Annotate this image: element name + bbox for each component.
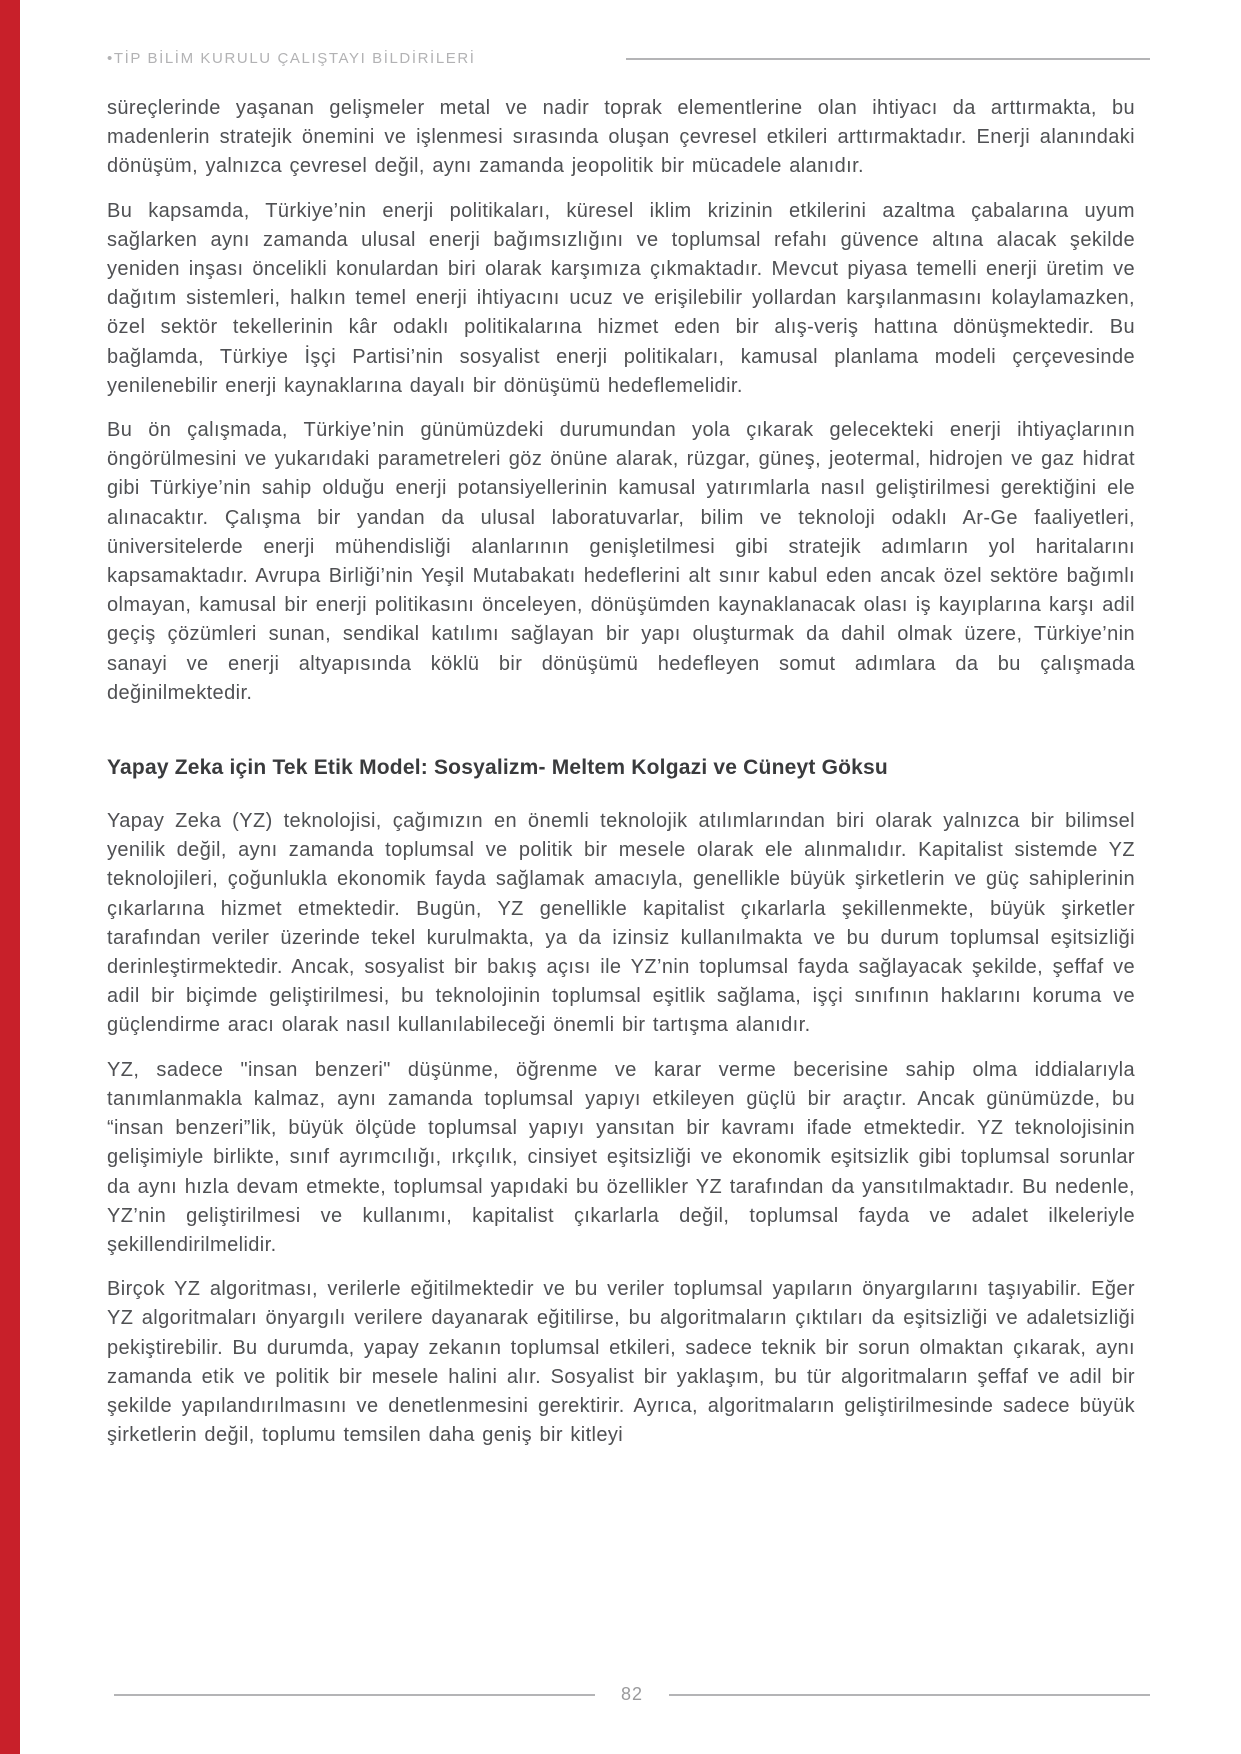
header-rule	[626, 58, 1150, 60]
page-footer	[114, 1684, 1150, 1705]
paragraph: Bu kapsamda, Türkiye’nin enerji politikaları, küresel iklim krizinin etkilerini azaltma çabalarına uyum sağlarken aynı zamanda ulusal enerji bağımsızlığını ve toplumsal refahı güvence altına alacak şekilde yeniden inşası öncelikli konulardan biri olarak karşımıza çıkmaktadır. Mevcut piyasa temelli enerji üretim ve dağıtım sistemleri, halkın temel enerji ihtiyacını ucuz ve erişilebilir yollardan karşılanmasını kolaylamazken, özel sektör tekellerinin kâr odaklı politikalarına hizmet eden bir alış-veriş hattına dönüşmektedir. Bu bağlamda, Türkiye İşçi Partisi’nin sosyalist enerji politikaları, kamusal planlama modeli çerçevesinde yenilenebilir enerji kaynaklarına dayalı bir dönüşümü hedeflemelidir.	[107, 199, 1135, 397]
paragraph: Bu ön çalışmada, Türkiye’nin günümüzdeki durumundan yola çıkarak gelecekteki enerji ihtiyaçlarının öngörülmesini ve yukarıdaki parametreleri göz önüne alarak, rüzgar, güneş, jeotermal, hidrojen ve gaz hidrat gibi Türkiye’nin sahip olduğu enerji potansiyellerinin kamusal yatırımlarla nasıl geliştirilmesi gerektiğini ele alınacaktır. Çalışma bir yandan da ulusal laboratuvarlar, bilim ve teknoloji odaklı Ar-Ge faaliyetleri, üniversitelerde enerji mühendisliği alanlarının genişletilmesi gibi stratejik adımların yol haritalarını kapsamaktadır. Avrupa Birliği’nin Yeşil Mutabakatı hedeflerini alt sınır kabul eden ancak özel sektöre bağımlı olmayan, kamusal bir enerji politikasını önceleyen, dönüşümden kaynaklanacak olası iş kayıplarına karşı adil geçiş çözümleri sunan, sendikal katılımı sağlayan bir yapı oluşturmak da dahil olmak üzere, Türkiye’nin sanayi ve enerji altyapısında köklü bir dönüşümü hedefleyen somut adımlara da bu çalışmada değinilmektedir.	[107, 419, 1135, 704]
paragraph: Yapay Zeka (YZ) teknolojisi, çağımızın en önemli teknolojik atılımlarından biri olarak yalnızca bir bilimsel yenilik değil, aynı zamanda toplumsal ve politik bir mesele olarak ele alınmalıdır. Kapitalist sistemde YZ teknolojileri, çoğunlukla ekonomik fayda sağlamak amacıyla, genellikle büyük şirketlerin ve güç sahiplerinin çıkarlarına hizmet etmektedir. Bugün, YZ genellikle kapitalist çıkarlarla şekillenmekte, büyük şirketler tarafından veriler üzerinde tekel kurulmakta, ya da izinsiz kullanılmakta ve bu durum toplumsal eşitsizliği derinleştirmektedir. Ancak, sosyalist bir bakış açısı ile YZ’nin toplumsal fayda sağlayacak şekilde, şeffaf ve adil bir biçimde geliştirilmesi, bu teknolojinin toplumsal eşitlik sağlama, işçi sınıfının haklarını koruma ve güçlendirme aracı olarak nasıl kullanılabileceği önemli bir tartışma alanıdır.	[107, 810, 1135, 1037]
running-header-title: •TİP BİLİM KURULU ÇALIŞTAYI BİLDİRİLERİ	[107, 50, 476, 67]
page-edge-accent-bar	[0, 0, 20, 1754]
paragraph: Birçok YZ algoritması, verilerle eğitilmektedir ve bu veriler toplumsal yapıların önyargılarını taşıyabilir. Eğer YZ algoritmaları önyargılı verilere dayanarak eğitilirse, bu algoritmaların çıktıları da eşitsizliği ve adaletsizliği pekiştirebilir. Bu durumda, yapay zekanın toplumsal etkileri, sadece teknik bir sorun olmaktan çıkarak, aynı zamanda etik ve politik bir mesele halini alır. Sosyalist bir yaklaşım, bu tür algoritmaların şeffaf ve adil bir şekilde yapılandırılmasını ve denetlenmesini gerektirir. Ayrıca, algoritmaların geliştirilmesinde sadece büyük şirketlerin değil, toplumu temsilen daha geniş bir kitleyi	[107, 1278, 1135, 1447]
footer-rule-right	[669, 1694, 1150, 1696]
section-heading: Yapay Zeka için Tek Etik Model: Sosyalizm- Meltem Kolgazi ve Cüneyt Göksu	[107, 756, 888, 780]
page-body	[107, 94, 1135, 1465]
page-number: 82	[620, 1684, 644, 1704]
paragraph: süreçlerinde yaşanan gelişmeler metal ve nadir toprak elementlerine olan ihtiyacı da arttırmakta, bu madenlerin stratejik önemini ve işlenmesi sırasında oluşan çevresel etkileri arttırmaktadır. Enerji alanındaki dönüşüm, yalnızca çevresel değil, aynı zamanda jeopolitik bir mücadele alanıdır.	[107, 97, 1135, 178]
paragraph: YZ, sadece "insan benzeri" düşünme, öğrenme ve karar verme becerisine sahip olma iddialarıyla tanımlanmakla kalmaz, aynı zamanda toplumsal yapıyı etkileyen güçlü bir araçtır. Ancak günümüzde, bu “insan benzeri”lik, büyük ölçüde toplumsal yapıyı yansıtan bir kavramı ifade etmektedir. YZ teknolojisinin gelişimiyle birlikte, sınıf ayrımcılığı, ırkçılık, cinsiyet eşitsizliği ve ekonomik eşitsizlik gibi toplumsal sorunlar da aynı hızla devam etmekte, toplumsal yapıdaki bu özellikler YZ tarafından da yansıtılmaktadır. Bu nedenle, YZ’nin geliştirilmesi ve kullanımı, kapitalist çıkarlarla değil, toplumsal fayda ve adalet ilkeleriyle şekillendirilmelidir.	[107, 1058, 1135, 1256]
footer-rule-left	[114, 1694, 595, 1696]
running-header	[107, 50, 1150, 67]
